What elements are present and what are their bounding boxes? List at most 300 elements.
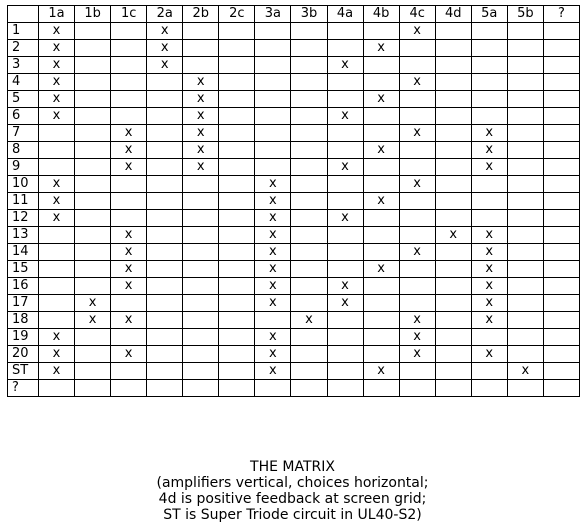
matrix-cell <box>219 312 255 329</box>
matrix-cell-marked: x <box>255 346 291 363</box>
matrix-cell <box>39 125 75 142</box>
matrix-cell <box>111 193 147 210</box>
row-header: ST <box>8 363 39 380</box>
matrix-cell <box>363 125 399 142</box>
matrix-cell-marked: x <box>75 312 111 329</box>
matrix-cell <box>75 176 111 193</box>
matrix-cell <box>363 176 399 193</box>
matrix-cell <box>327 227 363 244</box>
matrix-cell-marked: x <box>147 40 183 57</box>
matrix-cell <box>75 193 111 210</box>
matrix-cell <box>363 57 399 74</box>
matrix-cell <box>183 312 219 329</box>
matrix-cell <box>435 295 471 312</box>
matrix-cell-marked: x <box>255 210 291 227</box>
matrix-cell-marked: x <box>255 244 291 261</box>
matrix-cell <box>75 227 111 244</box>
matrix-cell <box>327 23 363 40</box>
matrix-cell <box>219 74 255 91</box>
matrix-cell-marked: x <box>327 159 363 176</box>
matrix-cell-marked: x <box>147 23 183 40</box>
caption-line-2: (amplifiers vertical, choices horizontal; <box>156 475 429 491</box>
matrix-cell <box>183 261 219 278</box>
matrix-cell <box>543 23 579 40</box>
matrix-cell <box>327 40 363 57</box>
matrix-cell-marked: x <box>39 23 75 40</box>
matrix-cell <box>147 261 183 278</box>
matrix-cell <box>147 125 183 142</box>
matrix-table <box>7 5 580 397</box>
matrix-cell <box>219 244 255 261</box>
matrix-cell <box>543 176 579 193</box>
row-header: 8 <box>8 142 39 159</box>
matrix-cell <box>111 210 147 227</box>
table-row <box>8 227 580 244</box>
table-row <box>8 346 580 363</box>
corner-cell <box>8 6 39 23</box>
matrix-cell-marked: x <box>471 312 507 329</box>
matrix-cell <box>435 363 471 380</box>
matrix-cell <box>75 108 111 125</box>
caption-line-4: ST is Super Triode circuit in UL40-S2) <box>163 507 422 523</box>
matrix-cell <box>399 278 435 295</box>
table-row <box>8 40 580 57</box>
matrix-cell <box>543 193 579 210</box>
table-row <box>8 312 580 329</box>
matrix-cell-marked: x <box>111 261 147 278</box>
column-header: 2a <box>147 6 183 23</box>
matrix-cell <box>255 125 291 142</box>
matrix-cell <box>435 244 471 261</box>
matrix-cell <box>183 329 219 346</box>
matrix-cell <box>471 74 507 91</box>
matrix-cell <box>327 380 363 397</box>
matrix-cell <box>435 278 471 295</box>
matrix-cell <box>543 312 579 329</box>
matrix-cell <box>291 142 327 159</box>
matrix-cell-marked: x <box>471 261 507 278</box>
matrix-cell <box>435 261 471 278</box>
matrix-cell <box>291 227 327 244</box>
matrix-cell <box>543 329 579 346</box>
matrix-cell <box>291 57 327 74</box>
matrix-cell <box>507 329 543 346</box>
matrix-cell <box>291 159 327 176</box>
row-header: 19 <box>8 329 39 346</box>
matrix-cell <box>399 57 435 74</box>
matrix-cell-marked: x <box>327 278 363 295</box>
matrix-cell <box>543 380 579 397</box>
matrix-cell <box>327 91 363 108</box>
matrix-cell <box>219 346 255 363</box>
matrix-cell <box>543 159 579 176</box>
matrix-cell-marked: x <box>255 363 291 380</box>
column-header: 4c <box>399 6 435 23</box>
matrix-cell <box>363 23 399 40</box>
matrix-cell-marked: x <box>183 125 219 142</box>
matrix-cell <box>219 40 255 57</box>
table-row <box>8 244 580 261</box>
matrix-cell <box>183 295 219 312</box>
matrix-cell <box>507 380 543 397</box>
matrix-cell <box>435 91 471 108</box>
matrix-cell <box>255 142 291 159</box>
matrix-cell <box>507 91 543 108</box>
matrix-cell <box>507 346 543 363</box>
matrix-cell <box>435 74 471 91</box>
matrix-cell <box>39 244 75 261</box>
matrix-cell <box>147 91 183 108</box>
matrix-cell-marked: x <box>399 244 435 261</box>
matrix-cell <box>255 159 291 176</box>
matrix-cell <box>219 380 255 397</box>
matrix-cell <box>435 159 471 176</box>
matrix-cell <box>255 312 291 329</box>
matrix-cell <box>291 363 327 380</box>
matrix-cell <box>363 210 399 227</box>
matrix-cell <box>507 295 543 312</box>
matrix-cell <box>543 261 579 278</box>
matrix-cell <box>543 295 579 312</box>
matrix-cell-marked: x <box>291 312 327 329</box>
table-row <box>8 210 580 227</box>
matrix-cell-marked: x <box>111 346 147 363</box>
matrix-cell <box>471 91 507 108</box>
matrix-cell <box>147 244 183 261</box>
column-header: ? <box>543 6 579 23</box>
matrix-cell <box>183 244 219 261</box>
matrix-cell <box>363 346 399 363</box>
matrix-cell <box>75 346 111 363</box>
row-header: 17 <box>8 295 39 312</box>
matrix-cell <box>147 227 183 244</box>
matrix-cell <box>327 261 363 278</box>
matrix-cell <box>219 108 255 125</box>
matrix-cell <box>111 295 147 312</box>
matrix-cell <box>435 108 471 125</box>
matrix-cell <box>39 380 75 397</box>
matrix-cell <box>507 108 543 125</box>
matrix-cell-marked: x <box>471 295 507 312</box>
matrix-cell-marked: x <box>471 227 507 244</box>
matrix-cell <box>327 329 363 346</box>
row-header: 13 <box>8 227 39 244</box>
matrix-cell <box>183 57 219 74</box>
matrix-cell <box>291 108 327 125</box>
matrix-cell <box>435 142 471 159</box>
matrix-cell <box>147 176 183 193</box>
matrix-cell <box>111 176 147 193</box>
matrix-cell <box>291 74 327 91</box>
matrix-cell <box>219 227 255 244</box>
matrix-cell <box>39 142 75 159</box>
matrix-cell <box>219 125 255 142</box>
matrix-cell <box>255 91 291 108</box>
matrix-cell <box>219 210 255 227</box>
matrix-cell <box>543 210 579 227</box>
matrix-cell <box>291 244 327 261</box>
table-row <box>8 23 580 40</box>
matrix-cell <box>435 125 471 142</box>
table-row <box>8 125 580 142</box>
matrix-cell <box>75 261 111 278</box>
matrix-cell-marked: x <box>39 40 75 57</box>
matrix-cell <box>183 346 219 363</box>
matrix-cell <box>183 210 219 227</box>
matrix-cell-marked: x <box>39 57 75 74</box>
matrix-cell <box>471 40 507 57</box>
matrix-cell-marked: x <box>471 346 507 363</box>
matrix-cell <box>75 57 111 74</box>
row-header: 11 <box>8 193 39 210</box>
table-row <box>8 193 580 210</box>
row-header: 9 <box>8 159 39 176</box>
matrix-cell <box>363 244 399 261</box>
column-header: 5a <box>471 6 507 23</box>
row-header: 18 <box>8 312 39 329</box>
matrix-cell <box>327 193 363 210</box>
matrix-cell <box>471 193 507 210</box>
matrix-cell <box>147 295 183 312</box>
matrix-cell-marked: x <box>39 210 75 227</box>
matrix-cell <box>147 193 183 210</box>
matrix-cell <box>255 74 291 91</box>
matrix-cell-marked: x <box>75 295 111 312</box>
matrix-cell <box>147 312 183 329</box>
column-header: 1c <box>111 6 147 23</box>
matrix-cell <box>75 91 111 108</box>
matrix-cell <box>363 295 399 312</box>
matrix-cell <box>75 363 111 380</box>
matrix-cell-marked: x <box>399 312 435 329</box>
matrix-cell <box>471 329 507 346</box>
matrix-cell <box>435 57 471 74</box>
matrix-cell-marked: x <box>363 261 399 278</box>
matrix-cell <box>147 142 183 159</box>
table-row <box>8 142 580 159</box>
matrix-cell-marked: x <box>111 159 147 176</box>
table-row <box>8 74 580 91</box>
matrix-cell <box>111 108 147 125</box>
matrix-cell <box>543 91 579 108</box>
matrix-cell <box>39 278 75 295</box>
matrix-cell-marked: x <box>183 108 219 125</box>
matrix-cell <box>75 380 111 397</box>
column-header: 4d <box>435 6 471 23</box>
row-header: 1 <box>8 23 39 40</box>
matrix-cell-marked: x <box>363 142 399 159</box>
matrix-cell-marked: x <box>39 193 75 210</box>
matrix-cell <box>291 278 327 295</box>
matrix-cell <box>507 57 543 74</box>
matrix-cell <box>543 108 579 125</box>
matrix-cell <box>327 125 363 142</box>
matrix-cell <box>255 108 291 125</box>
matrix-cell <box>471 380 507 397</box>
matrix-cell-marked: x <box>255 278 291 295</box>
matrix-cell <box>183 176 219 193</box>
matrix-cell <box>291 380 327 397</box>
matrix-cell-marked: x <box>183 91 219 108</box>
matrix-cell <box>75 244 111 261</box>
matrix-cell <box>219 57 255 74</box>
matrix-cell <box>543 74 579 91</box>
row-header: 6 <box>8 108 39 125</box>
matrix-cell-marked: x <box>471 244 507 261</box>
matrix-cell <box>39 159 75 176</box>
matrix-cell-marked: x <box>255 193 291 210</box>
matrix-cell <box>471 57 507 74</box>
matrix-cell-marked: x <box>399 74 435 91</box>
matrix-cell <box>219 261 255 278</box>
matrix-cell <box>507 278 543 295</box>
matrix-cell <box>543 227 579 244</box>
table-row <box>8 176 580 193</box>
matrix-cell-marked: x <box>363 363 399 380</box>
matrix-cell <box>435 176 471 193</box>
matrix-cell-marked: x <box>399 346 435 363</box>
row-header: 3 <box>8 57 39 74</box>
matrix-cell <box>399 193 435 210</box>
matrix-cell-marked: x <box>39 346 75 363</box>
matrix-cell <box>219 295 255 312</box>
matrix-cell-marked: x <box>111 312 147 329</box>
matrix-cell-marked: x <box>399 176 435 193</box>
matrix-cell <box>399 363 435 380</box>
matrix-cell <box>507 193 543 210</box>
matrix-cell <box>435 312 471 329</box>
matrix-cell-marked: x <box>39 363 75 380</box>
table-row <box>8 363 580 380</box>
matrix-cell <box>435 346 471 363</box>
matrix-cell-marked: x <box>39 329 75 346</box>
matrix-cell <box>327 142 363 159</box>
matrix-cell <box>291 329 327 346</box>
matrix-cell <box>219 193 255 210</box>
matrix-cell-marked: x <box>399 125 435 142</box>
matrix-cell <box>471 210 507 227</box>
matrix-cell <box>543 363 579 380</box>
matrix-table-container <box>7 5 580 397</box>
matrix-cell <box>399 40 435 57</box>
matrix-cell <box>111 23 147 40</box>
row-header: ? <box>8 380 39 397</box>
column-header: 5b <box>507 6 543 23</box>
matrix-cell <box>399 295 435 312</box>
matrix-cell <box>183 278 219 295</box>
table-row <box>8 159 580 176</box>
row-header: 14 <box>8 244 39 261</box>
matrix-cell <box>111 57 147 74</box>
matrix-cell <box>327 312 363 329</box>
matrix-cell <box>507 176 543 193</box>
matrix-cell <box>111 74 147 91</box>
column-header: 3a <box>255 6 291 23</box>
matrix-cell-marked: x <box>111 227 147 244</box>
matrix-cell <box>291 261 327 278</box>
matrix-cell <box>363 380 399 397</box>
matrix-cell <box>543 244 579 261</box>
matrix-cell <box>543 346 579 363</box>
matrix-cell <box>255 57 291 74</box>
matrix-cell <box>507 74 543 91</box>
row-header: 5 <box>8 91 39 108</box>
matrix-cell <box>507 261 543 278</box>
row-header: 2 <box>8 40 39 57</box>
matrix-cell <box>111 91 147 108</box>
table-row <box>8 57 580 74</box>
matrix-cell-marked: x <box>363 40 399 57</box>
matrix-cell <box>75 125 111 142</box>
matrix-cell-marked: x <box>327 295 363 312</box>
matrix-cell-marked: x <box>39 91 75 108</box>
matrix-cell <box>219 329 255 346</box>
matrix-cell <box>147 346 183 363</box>
matrix-cell <box>507 244 543 261</box>
matrix-cell <box>291 295 327 312</box>
matrix-cell-marked: x <box>111 142 147 159</box>
matrix-cell <box>75 40 111 57</box>
matrix-cell <box>111 363 147 380</box>
matrix-cell <box>291 23 327 40</box>
matrix-cell <box>147 380 183 397</box>
matrix-cell <box>39 227 75 244</box>
matrix-cell <box>111 329 147 346</box>
matrix-cell <box>363 227 399 244</box>
matrix-cell <box>363 312 399 329</box>
matrix-cell <box>255 23 291 40</box>
matrix-cell-marked: x <box>111 278 147 295</box>
matrix-cell-marked: x <box>471 125 507 142</box>
matrix-cell-marked: x <box>255 329 291 346</box>
matrix-cell <box>399 142 435 159</box>
matrix-cell <box>183 40 219 57</box>
matrix-cell <box>327 346 363 363</box>
matrix-cell <box>147 74 183 91</box>
matrix-cell <box>363 329 399 346</box>
matrix-cell <box>435 380 471 397</box>
matrix-cell <box>219 176 255 193</box>
matrix-cell <box>147 108 183 125</box>
matrix-cell <box>183 380 219 397</box>
matrix-cell <box>219 278 255 295</box>
matrix-cell-marked: x <box>399 329 435 346</box>
matrix-cell <box>507 312 543 329</box>
matrix-cell <box>39 312 75 329</box>
matrix-cell <box>219 23 255 40</box>
row-header: 12 <box>8 210 39 227</box>
matrix-cell <box>39 295 75 312</box>
row-header: 20 <box>8 346 39 363</box>
matrix-cell <box>507 125 543 142</box>
column-header: 2c <box>219 6 255 23</box>
matrix-cell-marked: x <box>111 244 147 261</box>
table-row <box>8 91 580 108</box>
matrix-cell <box>147 329 183 346</box>
matrix-cell <box>39 261 75 278</box>
matrix-cell <box>399 108 435 125</box>
matrix-cell <box>507 23 543 40</box>
matrix-cell-marked: x <box>363 91 399 108</box>
matrix-cell <box>435 40 471 57</box>
matrix-cell <box>543 142 579 159</box>
matrix-cell-marked: x <box>507 363 543 380</box>
matrix-cell-marked: x <box>327 57 363 74</box>
row-header: 7 <box>8 125 39 142</box>
table-row <box>8 329 580 346</box>
matrix-cell <box>399 227 435 244</box>
matrix-cell <box>507 210 543 227</box>
